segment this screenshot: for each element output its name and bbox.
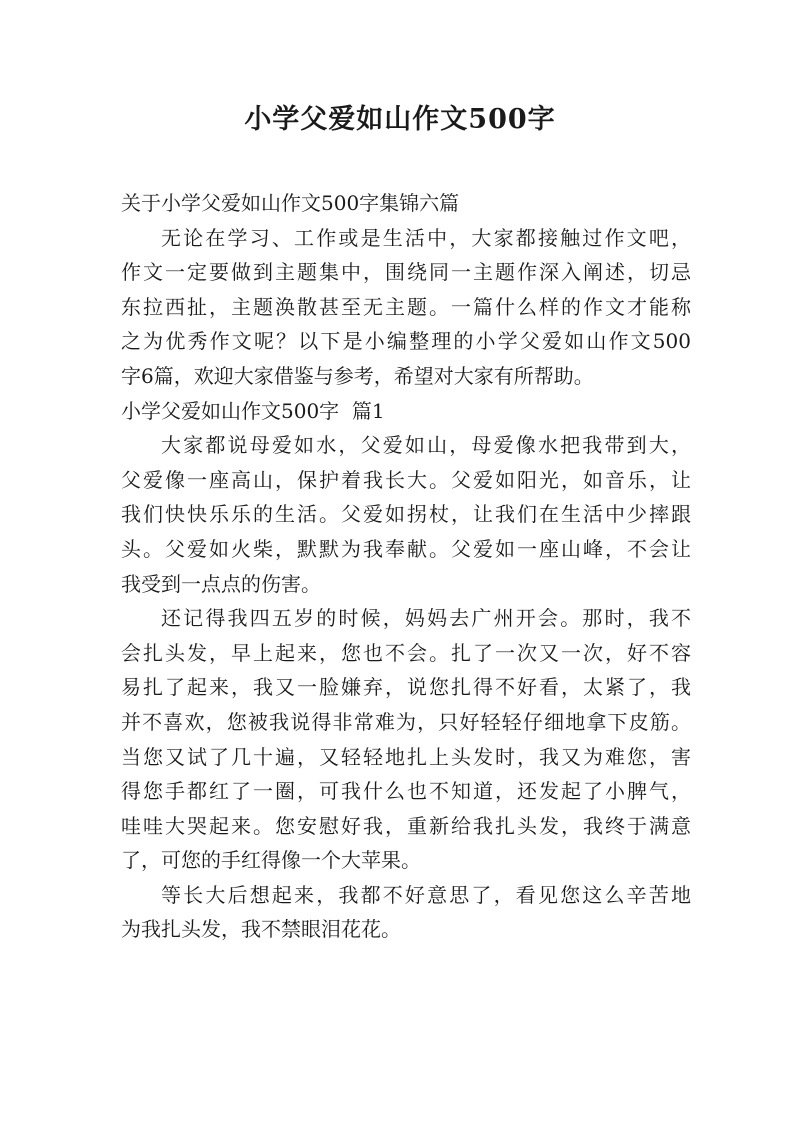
intro-line: 无论在学习、工作或是生活中，大家都接触过作文吧，: [161, 225, 691, 250]
intro-line: 字6篇，欢迎大家借鉴与参考，希望对大家有所帮助。: [121, 363, 594, 388]
paragraph-3-line: 为我扎头发，我不禁眼泪花花。: [121, 917, 401, 942]
paragraph-2-line: 当您又试了几十遍，又轻轻地扎上头发时，我又为难您，害: [121, 744, 691, 769]
intro-line: 东拉西扯，主题涣散甚至无主题。一篇什么样的作文才能称: [121, 294, 691, 319]
paragraph-1-line: 父爱像一座高山，保护着我长大。父爱如阳光，如音乐，让: [121, 467, 691, 492]
paragraph-1-line: 头。父爱如火柴，默默为我奉献。父爱如一座山峰，不会让: [121, 536, 691, 561]
document-title: 小学父爱如山作文500字: [244, 104, 556, 135]
paragraph-1-line: 我们快快乐乐的生活。父爱如拐杖，让我们在生活中少摔跟: [121, 502, 691, 527]
section-heading: 小学父爱如山作文500字 篇1: [121, 398, 385, 423]
document-body: [121, 186, 691, 947]
paragraph-3-line: 等长大后想起来，我都不好意思了，看见您这么辛苦地: [161, 882, 691, 907]
paragraph-2-line: 还记得我四五岁的时候，妈妈去广州开会。那时，我不: [161, 606, 691, 631]
intro-line: 之为优秀作文呢？以下是小编整理的小学父爱如山作文500: [121, 329, 691, 354]
paragraph-1-line: 我受到一点点的伤害。: [121, 571, 321, 596]
paragraph-2-line: 易扎了起来，我又一脸嫌弃，说您扎得不好看，太紧了，我: [121, 675, 691, 700]
paragraph-2-line: 哇哇大哭起来。您安慰好我，重新给我扎头发，我终于满意: [121, 813, 691, 838]
intro-line: 作文一定要做到主题集中，围绕同一主题作深入阐述，切忌: [121, 260, 691, 285]
paragraph-2-line: 得您手都红了一圈，可我什么也不知道，还发起了小脾气，: [121, 779, 691, 804]
paragraph-2-line: 并不喜欢，您被我说得非常难为，只好轻轻仔细地拿下皮筋。: [121, 709, 691, 734]
paragraph-2-line: 了，可您的手红得像一个大苹果。: [121, 848, 421, 873]
paragraph-1-line: 大家都说母爱如水，父爱如山，母爱像水把我带到大，: [161, 433, 691, 458]
intro-heading: 关于小学父爱如山作文500字集锦六篇: [121, 191, 460, 215]
paragraph-2-line: 会扎头发，早上起来，您也不会。扎了一次又一次，好不容: [121, 640, 691, 665]
